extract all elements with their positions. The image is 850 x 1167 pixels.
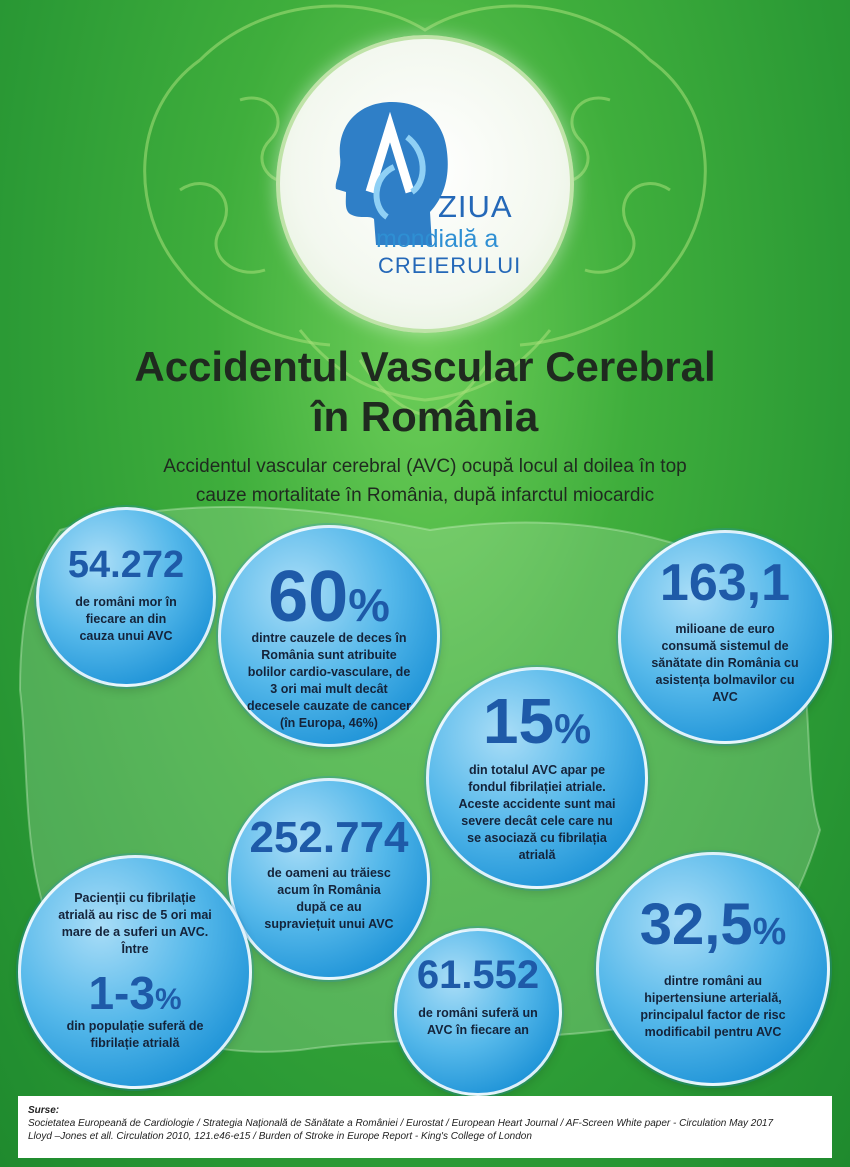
- title-line-2: în România: [311, 393, 539, 440]
- sources-line-1: Societatea Europeană de Cardiologie / Strategia Națională de Sănătate a României / Eurostat / European Heart Journal / AF-Screen White paper - Circulation May 2017: [28, 1118, 774, 1129]
- stat-bubble-cardio: [218, 525, 440, 747]
- stat-desc-survivors: de oameni au trăiesc acum în România după ce au supraviețuit unui AVC: [264, 866, 394, 931]
- sources-label: Surse:: [28, 1105, 60, 1116]
- percent-sign: %: [348, 579, 390, 631]
- stat-value-fibrillation: 1-3%: [88, 967, 182, 1019]
- stat-bubble-hypertension: [596, 852, 830, 1086]
- stat-desc-hypertension: dintre români au hipertensiune arterială, principalul factor de risc modificabil pentru AVC: [640, 974, 786, 1039]
- stat-desc-cardio: dintre cauzele de deces în România sunt atribuite bolilor cardio-vasculare, de 3 ori mai mult decât decesele cauzate de cancer (în Europa, 46%): [247, 631, 411, 730]
- subtitle-line-1: Accidentul vascular cerebral (AVC) ocupă locul al doilea în top: [163, 456, 687, 477]
- stat-desc-yearly-avc: de români suferă un AVC în fiecare an: [418, 1006, 538, 1037]
- stat-bubble-yearly-avc: [394, 928, 562, 1096]
- stat-intro-fibrillation: Pacienții cu fibrilație atrială au risc de 5 ori mai mare de a suferi un AVC. Între: [58, 891, 212, 956]
- subtitle-line-2: cauze mortalitate în România, după infarctul miocardic: [195, 485, 655, 506]
- stat-desc-fibrillation: din populație suferă de fibrilație atrială: [66, 1019, 204, 1050]
- stat-bubble-survivors: [228, 778, 430, 980]
- stat-value-yearly-avc: 61.552: [416, 953, 540, 997]
- stat-bubble-deaths: [36, 507, 216, 687]
- stat-value-cardio: 60%: [268, 557, 390, 637]
- logo-circle: [276, 35, 574, 333]
- page-title: [0, 342, 850, 442]
- sources-box: [18, 1096, 832, 1158]
- stat-bubble-fibrillation: [18, 855, 252, 1089]
- stat-value-hypertension: 32,5%: [639, 892, 787, 957]
- stat-bubble-cost: [618, 530, 832, 744]
- percent-sign: %: [154, 983, 182, 1016]
- percent-sign: %: [554, 705, 592, 752]
- title-line-1: Accidentul Vascular Cerebral: [134, 343, 716, 390]
- logo-text-ziua: ZIUA: [438, 189, 513, 224]
- stat-value-deaths: 54.272: [67, 544, 185, 586]
- stat-desc-deaths: de români mor în fiecare an din cauza unui AVC: [75, 595, 177, 643]
- percent-sign: %: [752, 910, 787, 952]
- stat-value-survivors: 252.774: [249, 813, 409, 862]
- logo-text-mondiala: mondială a: [376, 225, 499, 253]
- stat-value-cost: 163,1: [659, 554, 791, 612]
- stat-desc-atrial: din totalul AVC apar pe fondul fibrilației atriale. Aceste accidente sunt mai severe decât cele care nu se asociază cu fibrilația atrială: [458, 763, 616, 862]
- logo-text-creierului: CREIERULUI: [378, 253, 522, 278]
- stat-bubble-atrial: [426, 667, 648, 889]
- sources-line-2: Lloyd –Jones et all. Circulation 2010, 121.e46-e15 / Burden of Stroke in Europe Report - King's College of London: [28, 1131, 532, 1142]
- stat-desc-cost: milioane de euro consumă sistemul de sănătate din România cu asistența bolmavilor cu AVC: [651, 622, 799, 704]
- stat-value-atrial: 15%: [482, 685, 592, 757]
- page-subtitle: [120, 452, 730, 510]
